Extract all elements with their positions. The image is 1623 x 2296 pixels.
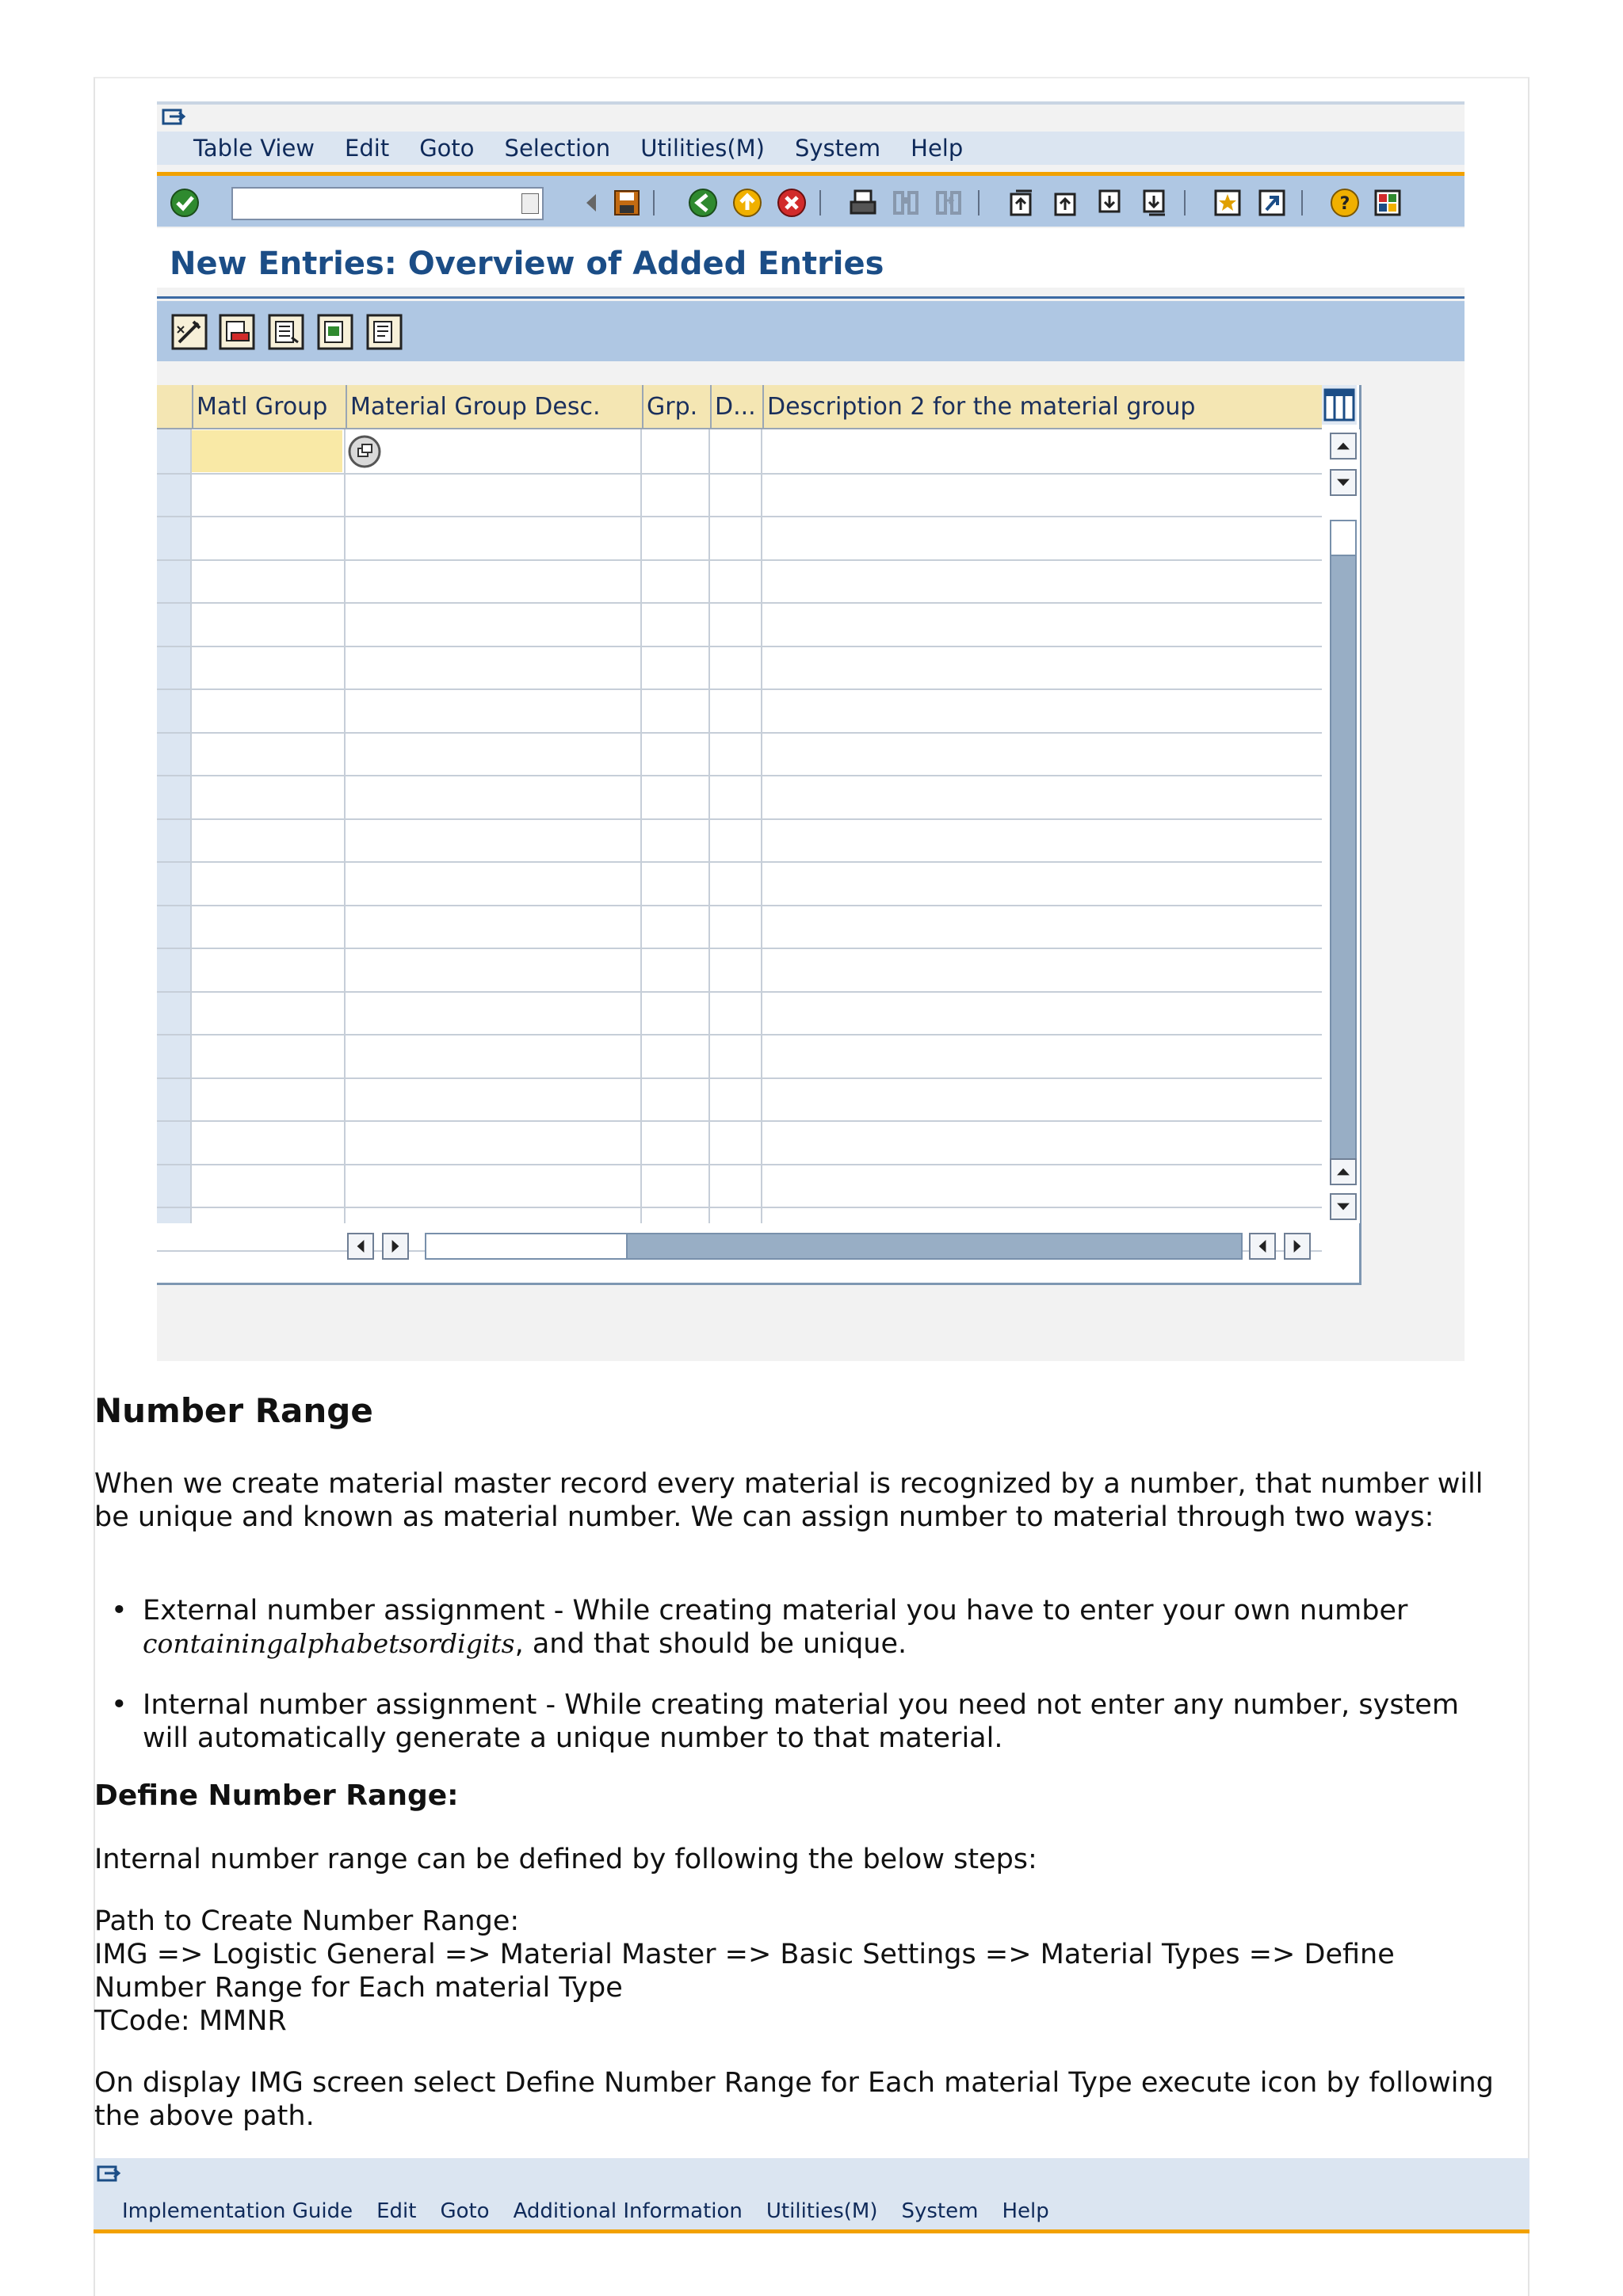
collapse-arrow-icon[interactable] bbox=[577, 188, 607, 218]
sap-screenshot-implementation-guide bbox=[94, 2158, 1529, 2296]
command-history-dropdown[interactable] bbox=[521, 193, 539, 214]
sap-screenshot-new-entries bbox=[157, 101, 1465, 1361]
scroll-page-down-icon[interactable] bbox=[1330, 1193, 1357, 1220]
previous-page-icon[interactable] bbox=[1051, 188, 1081, 218]
scroll-far-left-icon[interactable] bbox=[1249, 1233, 1276, 1260]
row-divider bbox=[157, 1077, 1322, 1079]
window-top-area bbox=[94, 2158, 1529, 2193]
row-divider bbox=[157, 1164, 1322, 1165]
window-top-line bbox=[157, 101, 1465, 105]
create-session-icon[interactable] bbox=[1212, 188, 1243, 218]
bullet-external-assignment bbox=[143, 1594, 1506, 1661]
menu-goto[interactable]: Goto bbox=[419, 135, 475, 162]
menu-bar bbox=[157, 132, 1465, 165]
column-header-description-2[interactable]: Description 2 for the material group bbox=[762, 385, 1322, 428]
row-divider bbox=[157, 473, 1322, 475]
inline-math: containingalphabetsordigits bbox=[143, 1628, 515, 1659]
layout-icon[interactable] bbox=[1373, 188, 1403, 218]
row-selector-column[interactable] bbox=[157, 429, 190, 1223]
row-divider bbox=[157, 688, 1322, 690]
row-divider bbox=[157, 516, 1322, 517]
row-divider bbox=[157, 818, 1322, 820]
column-divider bbox=[708, 429, 710, 1223]
row-divider bbox=[157, 1120, 1322, 1122]
path-label: Path to Create Number Range: bbox=[94, 1905, 520, 1937]
menu-utilities[interactable]: Utilities(M) bbox=[766, 2199, 878, 2223]
row-divider bbox=[157, 948, 1322, 949]
title-area bbox=[157, 228, 1465, 288]
accent-line bbox=[94, 2229, 1529, 2233]
table-header bbox=[157, 385, 1322, 429]
column-divider bbox=[344, 429, 346, 1223]
tcode: TCode: MMNR bbox=[94, 2005, 287, 2037]
last-page-icon[interactable] bbox=[1140, 188, 1170, 218]
system-menu-icon[interactable] bbox=[162, 108, 185, 128]
print-icon[interactable] bbox=[848, 188, 878, 218]
menu-selection[interactable]: Selection bbox=[504, 135, 611, 162]
toolbar-separator bbox=[1301, 190, 1303, 215]
menu-implementation-guide[interactable]: Implementation Guide bbox=[122, 2199, 353, 2223]
menu-bar bbox=[94, 2193, 1529, 2229]
application-toolbar bbox=[157, 301, 1465, 361]
menu-additional-information[interactable]: Additional Information bbox=[513, 2199, 743, 2223]
img-path: IMG => Logistic General => Material Master => Basic Settings => Material Types => Define Number Range for Each material Type bbox=[94, 1939, 1395, 2004]
column-header-grp[interactable]: Grp. bbox=[642, 385, 710, 428]
horizontal-scroll-thumb[interactable] bbox=[425, 1233, 628, 1260]
row-divider bbox=[157, 1207, 1322, 1208]
scroll-down-icon[interactable] bbox=[1330, 469, 1357, 496]
column-header-matl-group[interactable]: Matl Group bbox=[192, 385, 346, 428]
bullet-text: External number assignment - While creating material you have to enter your own number bbox=[143, 1595, 1408, 1627]
vertical-scrollbar[interactable] bbox=[1325, 429, 1360, 1223]
row-divider bbox=[157, 646, 1322, 647]
steps-intro: Internal number range can be defined by following the below steps: bbox=[94, 1844, 1037, 1875]
menu-help[interactable]: Help bbox=[911, 135, 964, 162]
menu-utilities[interactable]: Utilities(M) bbox=[640, 135, 765, 162]
select-block-icon[interactable] bbox=[317, 314, 353, 350]
help-icon[interactable] bbox=[1330, 188, 1360, 218]
shortcut-icon[interactable] bbox=[1257, 188, 1287, 218]
section-heading: Number Range bbox=[94, 1391, 373, 1430]
column-header-material-group-desc[interactable]: Material Group Desc. bbox=[346, 385, 642, 428]
column-divider bbox=[761, 429, 762, 1223]
change-display-icon[interactable] bbox=[171, 314, 208, 350]
row-divider bbox=[157, 775, 1322, 776]
page-title: New Entries: Overview of Added Entries bbox=[170, 246, 884, 282]
row-divider bbox=[157, 905, 1322, 906]
scroll-left-icon[interactable] bbox=[347, 1233, 374, 1260]
delete-row-icon[interactable] bbox=[219, 314, 255, 350]
scroll-right-icon[interactable] bbox=[382, 1233, 409, 1260]
enter-icon[interactable] bbox=[170, 188, 200, 218]
first-page-icon[interactable] bbox=[1006, 188, 1037, 218]
find-next-icon bbox=[934, 188, 964, 218]
bullet-internal-assignment: • Internal number assignment - While creating material you need not enter any number, system will automatically generate a unique number to that material. bbox=[143, 1688, 1506, 1755]
value-help-icon[interactable] bbox=[347, 434, 382, 469]
title-underline bbox=[157, 296, 1465, 299]
system-menu-icon[interactable] bbox=[97, 2164, 120, 2185]
row-divider bbox=[157, 861, 1322, 863]
vertical-scroll-thumb[interactable] bbox=[1330, 520, 1357, 556]
exit-icon[interactable] bbox=[732, 188, 762, 218]
menu-edit[interactable]: Edit bbox=[345, 135, 390, 162]
toolbar-separator bbox=[978, 190, 980, 215]
cancel-icon[interactable] bbox=[777, 188, 807, 218]
scroll-far-right-icon[interactable] bbox=[1284, 1233, 1311, 1260]
scroll-page-up-icon[interactable] bbox=[1330, 1158, 1357, 1185]
row-divider bbox=[157, 602, 1322, 604]
row-divider bbox=[157, 991, 1322, 993]
bullet-text-tail: , and that should be unique. bbox=[514, 1628, 907, 1660]
row-divider bbox=[157, 559, 1322, 561]
deselect-all-icon[interactable] bbox=[366, 314, 403, 350]
find-icon bbox=[891, 188, 921, 218]
matl-group-input-row-1[interactable] bbox=[192, 430, 342, 472]
menu-table-view[interactable]: Table View bbox=[193, 135, 315, 162]
column-header-d[interactable]: D... bbox=[710, 385, 762, 428]
menu-goto[interactable]: Goto bbox=[440, 2199, 490, 2223]
select-all-icon[interactable] bbox=[268, 314, 304, 350]
entries-table bbox=[157, 385, 1361, 1285]
next-page-icon[interactable] bbox=[1095, 188, 1125, 218]
toolbar-separator bbox=[819, 190, 821, 215]
menu-system[interactable]: System bbox=[794, 135, 881, 162]
table-settings-icon[interactable] bbox=[1322, 385, 1357, 425]
menu-system[interactable]: System bbox=[901, 2199, 979, 2223]
row-divider bbox=[157, 1034, 1322, 1035]
scroll-up-icon[interactable] bbox=[1330, 433, 1357, 460]
subheading: Define Number Range: bbox=[94, 1779, 459, 1812]
vertical-scroll-track[interactable] bbox=[1330, 555, 1357, 1182]
save-icon[interactable] bbox=[612, 188, 642, 218]
toolbar-separator bbox=[653, 190, 655, 215]
toolbar-separator bbox=[1184, 190, 1186, 215]
horizontal-scrollbar[interactable] bbox=[347, 1228, 1322, 1263]
column-divider bbox=[190, 429, 192, 1223]
column-divider bbox=[640, 429, 642, 1223]
back-icon[interactable] bbox=[688, 188, 718, 218]
menu-edit[interactable]: Edit bbox=[376, 2199, 417, 2223]
row-divider bbox=[157, 732, 1322, 734]
standard-toolbar bbox=[157, 176, 1465, 227]
display-instruction: On display IMG screen select Define Number Range for Each material Type execute icon by following the above path. bbox=[94, 2067, 1494, 2132]
intro-paragraph: When we create material master record every material is recognized by a number, that number will be unique and known as material number. We can assign number to material through two ways: bbox=[94, 1468, 1484, 1533]
menu-help[interactable]: Help bbox=[1002, 2199, 1049, 2223]
command-field[interactable] bbox=[231, 187, 544, 220]
svg-text:?: ? bbox=[1339, 194, 1350, 214]
